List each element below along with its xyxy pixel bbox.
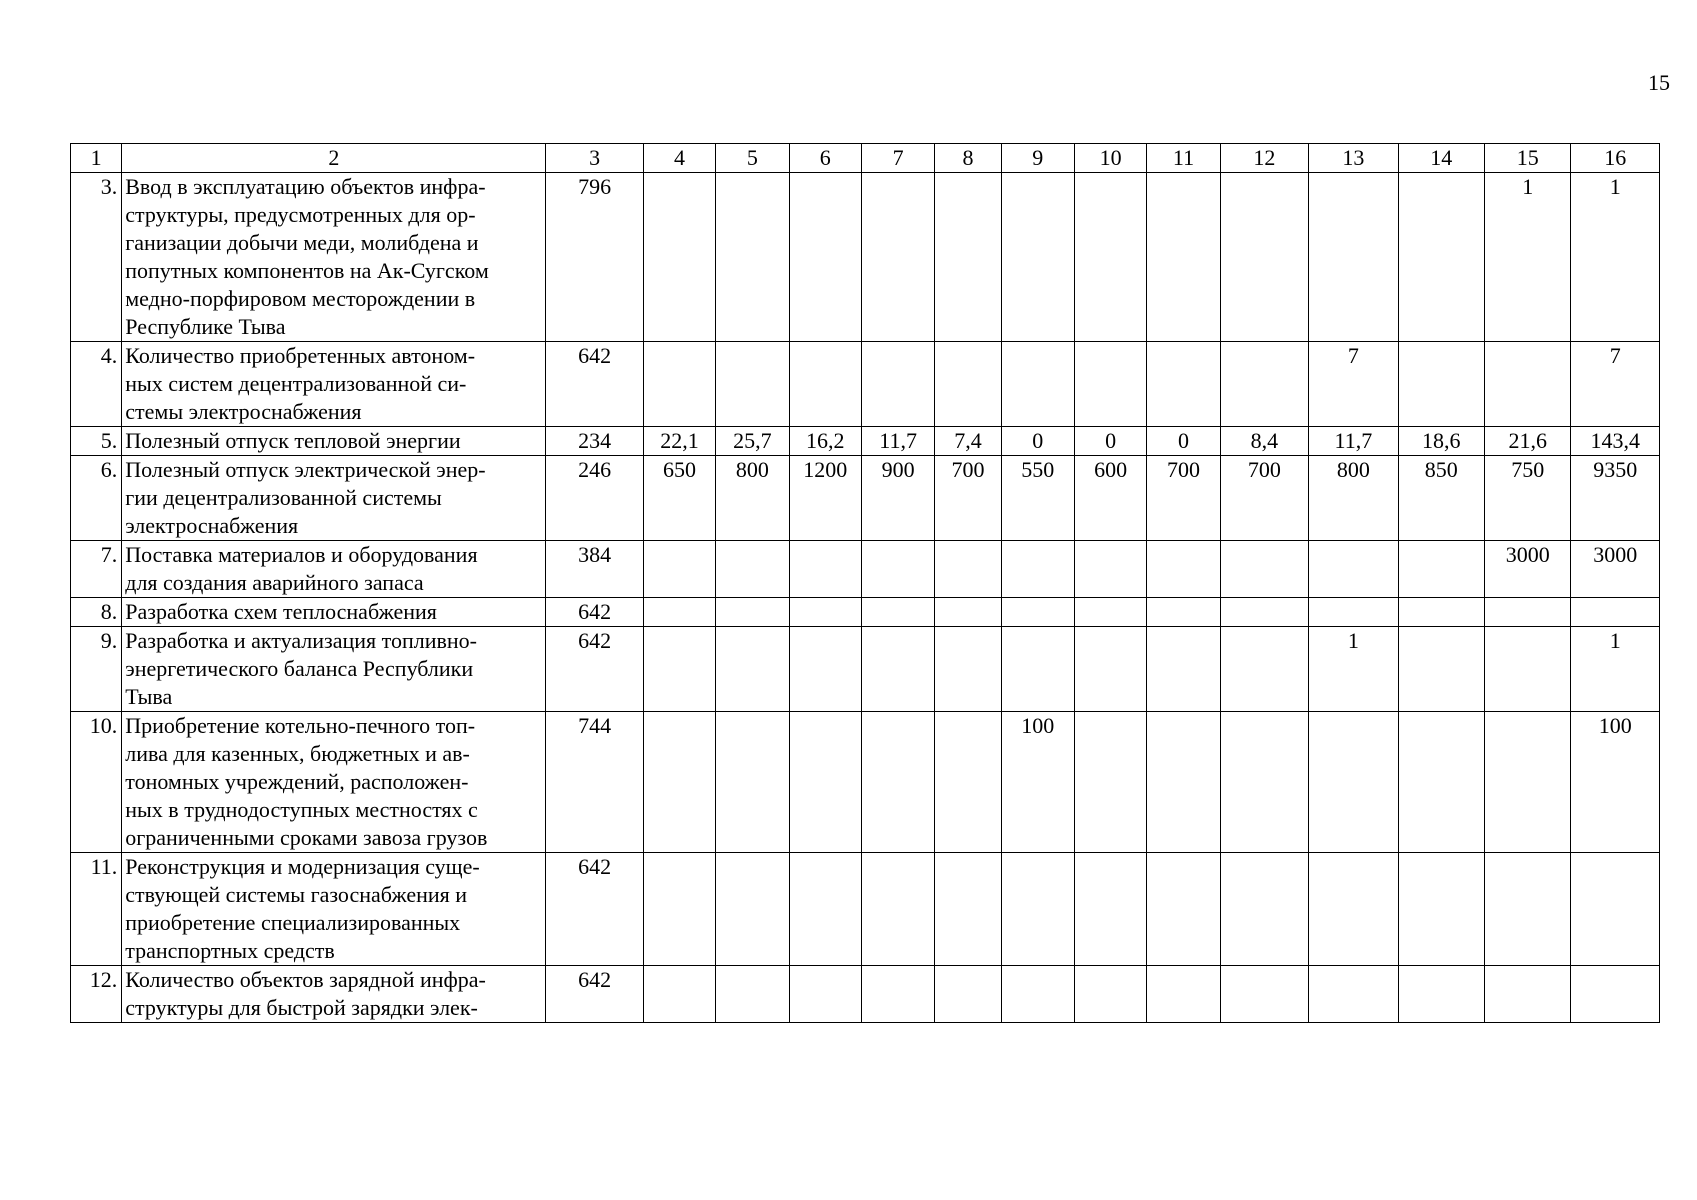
value-cell xyxy=(789,853,861,966)
unit-code-cell: 642 xyxy=(546,853,643,966)
value-cell xyxy=(1220,342,1308,427)
value-cell xyxy=(1147,342,1220,427)
value-cell xyxy=(1398,342,1484,427)
table-row xyxy=(71,342,1660,427)
indicator-name-line: Полезный отпуск электрической энер- xyxy=(125,457,486,482)
indicator-name-line: энергетического баланса Республики xyxy=(125,656,474,681)
column-header: 9 xyxy=(1001,144,1074,173)
indicator-name-cell xyxy=(122,627,546,712)
column-header: 12 xyxy=(1220,144,1308,173)
indicator-name-line: ограниченными сроками завоза грузов xyxy=(125,825,488,850)
value-cell xyxy=(1485,342,1571,427)
row-number-cell: 12. xyxy=(71,966,122,1023)
value-cell xyxy=(789,712,861,853)
indicator-name-cell xyxy=(122,456,546,541)
table-row xyxy=(71,966,1660,1023)
value-cell xyxy=(643,541,715,598)
value-cell xyxy=(1074,541,1146,598)
value-cell xyxy=(1147,541,1220,598)
value-cell xyxy=(1398,853,1484,966)
value-cell xyxy=(1147,627,1220,712)
value-cell xyxy=(1485,853,1571,966)
unit-code-cell: 642 xyxy=(546,627,643,712)
value-cell xyxy=(643,712,715,853)
value-cell: 850 xyxy=(1398,456,1484,541)
unit-code-cell: 234 xyxy=(546,427,643,456)
value-cell: 600 xyxy=(1074,456,1146,541)
value-cell xyxy=(1220,966,1308,1023)
value-cell xyxy=(789,541,861,598)
value-cell xyxy=(1001,853,1074,966)
value-cell: 9350 xyxy=(1571,456,1660,541)
value-cell xyxy=(716,966,789,1023)
column-header: 5 xyxy=(716,144,789,173)
value-cell: 11,7 xyxy=(861,427,934,456)
value-cell xyxy=(935,342,1001,427)
row-number-cell: 6. xyxy=(71,456,122,541)
indicator-name-line: медно-порфировом месторождении в xyxy=(125,286,476,311)
indicator-name-line: Приобретение котельно-печного топ- xyxy=(125,713,476,738)
column-header: 1 xyxy=(71,144,122,173)
value-cell: 11,7 xyxy=(1309,427,1398,456)
column-header: 16 xyxy=(1571,144,1660,173)
indicator-name-cell xyxy=(122,342,546,427)
value-cell xyxy=(1571,966,1660,1023)
indicator-name-cell xyxy=(122,427,546,456)
value-cell: 1 xyxy=(1571,173,1660,342)
value-cell xyxy=(935,173,1001,342)
indicator-name-line: транспортных средств xyxy=(125,938,335,963)
indicator-name-line: структуры, предусмотренных для ор- xyxy=(125,202,476,227)
value-cell xyxy=(935,966,1001,1023)
value-cell xyxy=(1001,342,1074,427)
value-cell xyxy=(643,173,715,342)
value-cell: 550 xyxy=(1001,456,1074,541)
value-cell xyxy=(935,853,1001,966)
value-cell xyxy=(1074,966,1146,1023)
table-row xyxy=(71,598,1660,627)
value-cell xyxy=(1001,173,1074,342)
column-header: 2 xyxy=(122,144,546,173)
value-cell xyxy=(1147,966,1220,1023)
value-cell xyxy=(861,627,934,712)
table-row xyxy=(71,541,1660,598)
table-row xyxy=(71,853,1660,966)
indicator-name-cell xyxy=(122,853,546,966)
indicator-name-line: лива для казенных, бюджетных и ав- xyxy=(125,741,470,766)
value-cell xyxy=(1074,598,1146,627)
value-cell: 25,7 xyxy=(716,427,789,456)
value-cell xyxy=(716,598,789,627)
page-number: 15 xyxy=(1648,70,1670,95)
column-header: 10 xyxy=(1074,144,1146,173)
unit-code-cell: 796 xyxy=(546,173,643,342)
value-cell xyxy=(789,627,861,712)
table-row xyxy=(71,456,1660,541)
value-cell xyxy=(861,342,934,427)
row-number-cell: 7. xyxy=(71,541,122,598)
indicator-name-line: ных систем децентрализованной си- xyxy=(125,371,467,396)
value-cell xyxy=(643,853,715,966)
header-row xyxy=(71,144,1660,173)
indicator-name-line: гии децентрализованной системы xyxy=(125,485,442,510)
value-cell xyxy=(1220,712,1308,853)
value-cell xyxy=(1485,712,1571,853)
value-cell: 750 xyxy=(1485,456,1571,541)
value-cell xyxy=(716,712,789,853)
value-cell: 7 xyxy=(1571,342,1660,427)
column-header: 8 xyxy=(935,144,1001,173)
indicator-name-line: Количество приобретенных автоном- xyxy=(125,343,476,368)
value-cell xyxy=(1074,853,1146,966)
value-cell xyxy=(935,541,1001,598)
indicator-name-cell xyxy=(122,173,546,342)
value-cell: 1 xyxy=(1309,627,1398,712)
value-cell xyxy=(1074,173,1146,342)
indicator-name-line: Тыва xyxy=(125,684,173,709)
value-cell xyxy=(1398,966,1484,1023)
value-cell: 800 xyxy=(716,456,789,541)
row-number-cell: 4. xyxy=(71,342,122,427)
unit-code-cell: 384 xyxy=(546,541,643,598)
indicator-name-line: Ввод в эксплуатацию объектов инфра- xyxy=(125,174,486,199)
indicator-name-line: для создания аварийного запаса xyxy=(125,570,424,595)
value-cell xyxy=(1220,853,1308,966)
value-cell xyxy=(1398,598,1484,627)
value-cell: 1 xyxy=(1485,173,1571,342)
value-cell xyxy=(935,712,1001,853)
value-cell xyxy=(1571,853,1660,966)
value-cell xyxy=(1220,627,1308,712)
value-cell xyxy=(935,598,1001,627)
unit-code-cell: 642 xyxy=(546,966,643,1023)
value-cell xyxy=(1001,598,1074,627)
value-cell xyxy=(789,173,861,342)
value-cell xyxy=(1147,598,1220,627)
value-cell xyxy=(1220,598,1308,627)
value-cell: 7 xyxy=(1309,342,1398,427)
indicator-name-line: Разработка и актуализация топливно- xyxy=(125,628,477,653)
value-cell: 1200 xyxy=(789,456,861,541)
column-header: 11 xyxy=(1147,144,1220,173)
value-cell: 700 xyxy=(1220,456,1308,541)
value-cell: 18,6 xyxy=(1398,427,1484,456)
value-cell xyxy=(1074,342,1146,427)
value-cell xyxy=(1074,627,1146,712)
table-row xyxy=(71,173,1660,342)
value-cell xyxy=(861,598,934,627)
value-cell xyxy=(716,627,789,712)
indicator-name-line: ствующей системы газоснабжения и xyxy=(125,882,468,907)
value-cell: 143,4 xyxy=(1571,427,1660,456)
value-cell xyxy=(861,541,934,598)
value-cell xyxy=(1147,173,1220,342)
value-cell xyxy=(1309,712,1398,853)
value-cell xyxy=(789,342,861,427)
value-cell: 700 xyxy=(1147,456,1220,541)
unit-code-cell: 642 xyxy=(546,598,643,627)
indicator-name-line: попутных компонентов на Ак-Сугском xyxy=(125,258,489,283)
value-cell xyxy=(861,966,934,1023)
indicator-name-line: Поставка материалов и оборудования xyxy=(125,542,478,567)
value-cell: 800 xyxy=(1309,456,1398,541)
value-cell: 0 xyxy=(1147,427,1220,456)
value-cell xyxy=(1001,627,1074,712)
column-header: 7 xyxy=(861,144,934,173)
indicator-name-line: Разработка схем теплоснабжения xyxy=(125,599,437,624)
indicator-name-line: приобретение специализированных xyxy=(125,910,461,935)
unit-code-cell: 744 xyxy=(546,712,643,853)
indicator-name-cell xyxy=(122,598,546,627)
data-table xyxy=(70,143,1660,1023)
value-cell xyxy=(1220,173,1308,342)
row-number-cell: 10. xyxy=(71,712,122,853)
value-cell xyxy=(716,342,789,427)
value-cell xyxy=(1398,627,1484,712)
value-cell xyxy=(643,627,715,712)
indicator-name-line: стемы электроснабжения xyxy=(125,399,362,424)
value-cell xyxy=(1485,598,1571,627)
value-cell xyxy=(935,627,1001,712)
value-cell xyxy=(861,173,934,342)
value-cell xyxy=(789,966,861,1023)
table-row xyxy=(71,712,1660,853)
value-cell: 700 xyxy=(935,456,1001,541)
value-cell: 900 xyxy=(861,456,934,541)
indicator-name-cell xyxy=(122,541,546,598)
value-cell xyxy=(643,966,715,1023)
value-cell xyxy=(1485,966,1571,1023)
row-number-cell: 8. xyxy=(71,598,122,627)
indicator-name-line: Республике Тыва xyxy=(125,314,286,339)
value-cell: 8,4 xyxy=(1220,427,1308,456)
row-number-cell: 5. xyxy=(71,427,122,456)
value-cell xyxy=(1309,541,1398,598)
indicator-name-cell xyxy=(122,966,546,1023)
value-cell: 16,2 xyxy=(789,427,861,456)
column-header: 3 xyxy=(546,144,643,173)
value-cell xyxy=(789,598,861,627)
indicator-name-line: Количество объектов зарядной инфра- xyxy=(125,967,486,992)
value-cell xyxy=(1147,712,1220,853)
value-cell: 21,6 xyxy=(1485,427,1571,456)
value-cell xyxy=(1309,966,1398,1023)
value-cell xyxy=(861,712,934,853)
column-header: 14 xyxy=(1398,144,1484,173)
value-cell: 0 xyxy=(1001,427,1074,456)
value-cell xyxy=(861,853,934,966)
row-number-cell: 3. xyxy=(71,173,122,342)
column-header: 6 xyxy=(789,144,861,173)
indicator-name-line: электроснабжения xyxy=(125,513,299,538)
indicator-name-cell xyxy=(122,712,546,853)
value-cell xyxy=(1074,712,1146,853)
value-cell xyxy=(1398,173,1484,342)
indicator-name-line: Полезный отпуск тепловой энергии xyxy=(125,428,461,453)
unit-code-cell: 246 xyxy=(546,456,643,541)
unit-code-cell: 642 xyxy=(546,342,643,427)
column-header: 15 xyxy=(1485,144,1571,173)
value-cell: 0 xyxy=(1074,427,1146,456)
value-cell xyxy=(1309,173,1398,342)
value-cell xyxy=(1220,541,1308,598)
value-cell xyxy=(1485,627,1571,712)
value-cell xyxy=(643,598,715,627)
value-cell xyxy=(1001,966,1074,1023)
row-number-cell: 11. xyxy=(71,853,122,966)
table-row xyxy=(71,427,1660,456)
indicator-name-line: Реконструкция и модернизация суще- xyxy=(125,854,480,879)
value-cell xyxy=(1001,541,1074,598)
indicator-name-line: структуры для быстрой зарядки элек- xyxy=(125,995,478,1020)
indicator-name-line: тономных учреждений, расположен- xyxy=(125,769,469,794)
value-cell xyxy=(643,342,715,427)
value-cell xyxy=(716,853,789,966)
value-cell xyxy=(1398,712,1484,853)
value-cell: 7,4 xyxy=(935,427,1001,456)
value-cell xyxy=(1571,598,1660,627)
value-cell: 1 xyxy=(1571,627,1660,712)
value-cell: 650 xyxy=(643,456,715,541)
value-cell xyxy=(716,173,789,342)
value-cell xyxy=(1398,541,1484,598)
value-cell: 3000 xyxy=(1571,541,1660,598)
table-row xyxy=(71,627,1660,712)
value-cell: 100 xyxy=(1001,712,1074,853)
value-cell: 3000 xyxy=(1485,541,1571,598)
value-cell xyxy=(716,541,789,598)
table-body xyxy=(71,173,1660,1023)
row-number-cell: 9. xyxy=(71,627,122,712)
column-header: 13 xyxy=(1309,144,1398,173)
value-cell: 22,1 xyxy=(643,427,715,456)
value-cell xyxy=(1147,853,1220,966)
column-header: 4 xyxy=(643,144,715,173)
value-cell: 100 xyxy=(1571,712,1660,853)
value-cell xyxy=(1309,598,1398,627)
indicator-name-line: ных в труднодоступных местностях с xyxy=(125,797,478,822)
value-cell xyxy=(1309,853,1398,966)
indicator-name-line: ганизации добычи меди, молибдена и xyxy=(125,230,479,255)
